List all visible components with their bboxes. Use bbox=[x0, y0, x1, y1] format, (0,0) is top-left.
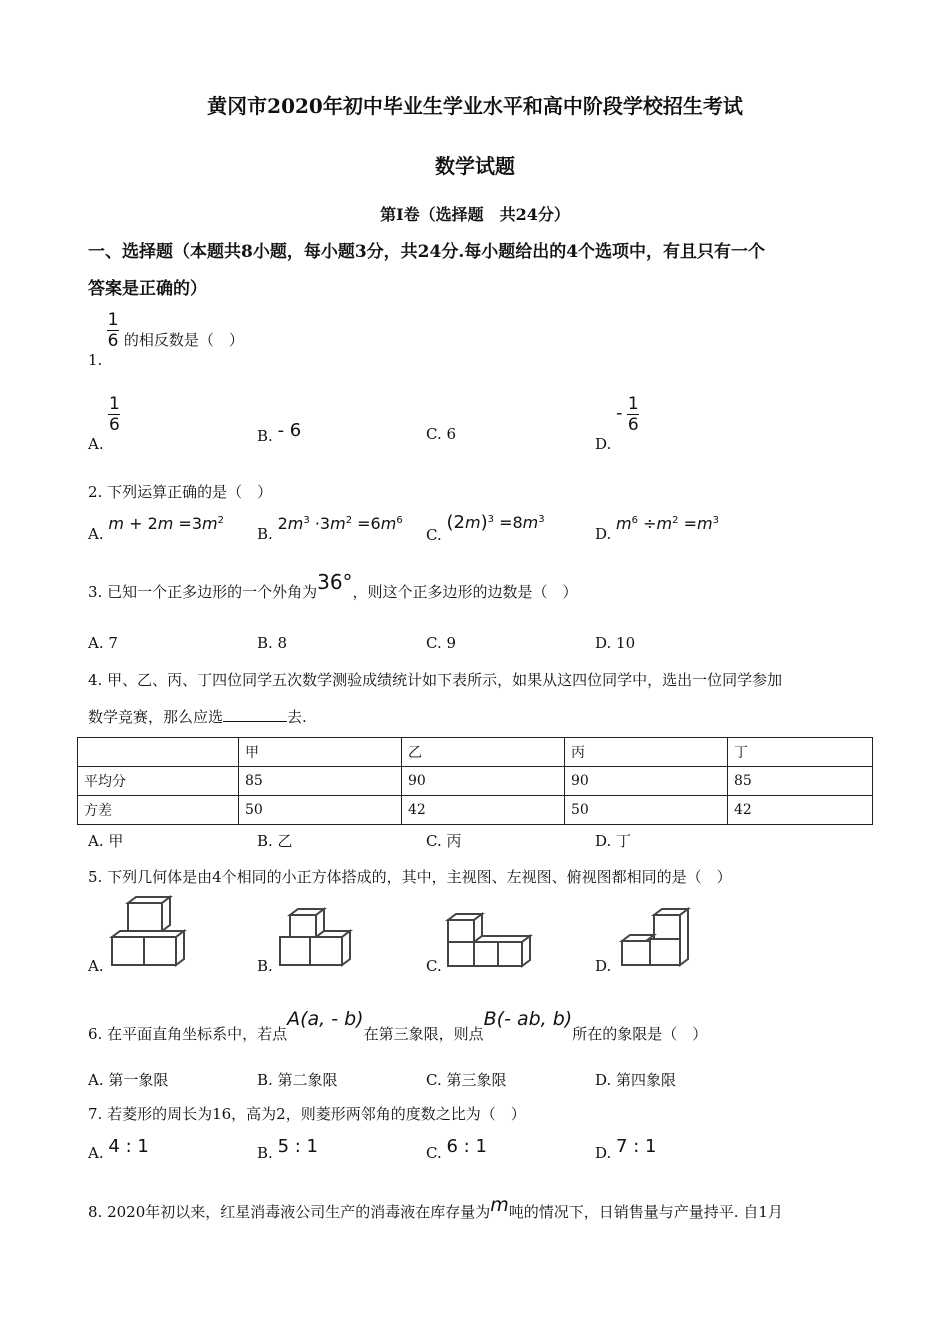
table-cell: 丁 bbox=[728, 738, 873, 767]
q6-option-b[interactable]: B. 第二象限 bbox=[257, 1071, 338, 1089]
table-cell: 85 bbox=[239, 767, 402, 796]
q6-option-a[interactable]: A. 第一象限 bbox=[88, 1071, 169, 1089]
table-header-row bbox=[78, 738, 873, 767]
fraction: $\frac{1}{6}$ bbox=[627, 394, 639, 435]
q6-option-d[interactable]: D. 第四象限 bbox=[595, 1071, 677, 1089]
scores-table bbox=[77, 737, 873, 825]
question-4-line1: 4. 甲、乙、丙、丁四位同学五次数学测验成绩统计如下表所示，如果从这四位同学中，选出一位同学参加 bbox=[88, 671, 783, 689]
question-2: 2. 下列运算正确的是（ ） bbox=[88, 483, 273, 501]
question-7: 7. 若菱形的周长为16，高为2，则菱形两邻角的度数之比为（ ） bbox=[88, 1105, 526, 1123]
table-cell: 50 bbox=[565, 796, 728, 825]
question-6: 6. 在平面直角坐标系中，若点A(a, - b)在第三象限，则点B(- ab, b)所在的象限是（ ） bbox=[88, 1008, 708, 1043]
q1-option-b[interactable]: B. - 6 bbox=[257, 420, 302, 445]
table-row bbox=[78, 796, 873, 825]
fraction: $\frac{1}{6}$ bbox=[108, 394, 120, 435]
q2-option-a[interactable]: A. $m + 2m =3m^2$ bbox=[88, 514, 224, 543]
q5-figure-b bbox=[276, 905, 360, 971]
q7-option-c[interactable]: C. 6 : 1 bbox=[426, 1136, 487, 1162]
q3-option-c[interactable]: C. 9 bbox=[426, 634, 457, 652]
q4-option-d[interactable]: D. 丁 bbox=[595, 832, 632, 850]
q1-option-d[interactable]: D. - $\frac{1}{6}$ bbox=[595, 394, 639, 453]
question-1: 1. $\frac{1}{6}$ 的相反数是（ ） bbox=[88, 310, 244, 369]
q3-option-b[interactable]: B. 8 bbox=[257, 634, 288, 652]
q2-option-c[interactable]: C. $(2m)^3 =8m^3$ bbox=[426, 512, 545, 544]
q7-option-d[interactable]: D. 7 : 1 bbox=[595, 1136, 657, 1162]
q7-option-a[interactable]: A. 4 : 1 bbox=[88, 1136, 149, 1162]
q5-option-c-label[interactable]: C. bbox=[426, 957, 442, 975]
q3-option-a[interactable]: A. 7 bbox=[88, 634, 118, 652]
q4-option-c[interactable]: C. 丙 bbox=[426, 832, 462, 850]
section-heading-line2: 答案是正确的） bbox=[88, 279, 207, 299]
q4-option-b[interactable]: B. 乙 bbox=[257, 832, 293, 850]
question-3: 3. 已知一个正多边形的一个外角为36°，则这个正多边形的边数是（ ） bbox=[88, 570, 578, 601]
point-b: B(- ab, b) bbox=[483, 1008, 573, 1030]
table-cell: 50 bbox=[239, 796, 402, 825]
table-cell: 乙 bbox=[402, 738, 565, 767]
question-8: 8. 2020年初以来，红星消毒液公司生产的消毒液在库存量为m吨的情况下，日销售量与产量持平. 自1月 bbox=[88, 1194, 783, 1221]
table-cell: 90 bbox=[402, 767, 565, 796]
table-cell bbox=[78, 738, 239, 767]
q5-option-d-label[interactable]: D. bbox=[595, 957, 612, 975]
answer-blank bbox=[223, 709, 287, 722]
point-a: A(a, - b) bbox=[287, 1008, 364, 1030]
part-heading: 第Ⅰ卷（选择题 共24分） bbox=[380, 205, 570, 224]
table-cell: 42 bbox=[728, 796, 873, 825]
q5-option-a-label[interactable]: A. bbox=[88, 957, 104, 975]
table-cell: 丙 bbox=[565, 738, 728, 767]
q5-figure-d bbox=[618, 905, 694, 971]
q2-option-d[interactable]: D. $m^6 \div m^2 =m^3$ bbox=[595, 514, 719, 543]
table-cell: 90 bbox=[565, 767, 728, 796]
fraction: $\frac{1}{6}$ bbox=[107, 310, 119, 351]
exam-title: 黄冈市2020年初中毕业生学业水平和高中阶段学校招生考试 bbox=[207, 94, 743, 118]
q6-option-c[interactable]: C. 第三象限 bbox=[426, 1071, 507, 1089]
q3-option-d[interactable]: D. 10 bbox=[595, 634, 636, 652]
question-5: 5. 下列几何体是由4个相同的小正方体搭成的，其中，主视图、左视图、俯视图都相同的是（ ） bbox=[88, 868, 732, 886]
section-heading-line1: 一、选择题（本题共8小题，每小题3分，共24分.每小题给出的4个选项中，有且只有一个 bbox=[88, 242, 766, 262]
table-cell: 平均分 bbox=[78, 767, 239, 796]
q4-option-a[interactable]: A. 甲 bbox=[88, 832, 124, 850]
q5-figure-a bbox=[108, 895, 188, 971]
q5-figure-c bbox=[444, 910, 534, 970]
q7-option-b[interactable]: B. 5 : 1 bbox=[257, 1136, 318, 1162]
exam-subtitle: 数学试题 bbox=[435, 154, 515, 178]
table-row bbox=[78, 767, 873, 796]
q2-option-b[interactable]: B. $2m^3 \cdot 3m^2 =6m^6$ bbox=[257, 514, 403, 543]
q1-option-c[interactable]: C. 6 bbox=[426, 425, 457, 443]
question-4-line2: 数学竞赛，那么应选 去. bbox=[88, 708, 307, 726]
q1-option-a[interactable]: A. $\frac{1}{6}$ bbox=[88, 394, 120, 453]
table-cell: 42 bbox=[402, 796, 565, 825]
table-cell: 方差 bbox=[78, 796, 239, 825]
table-cell: 甲 bbox=[239, 738, 402, 767]
q5-option-b-label[interactable]: B. bbox=[257, 957, 273, 975]
table-cell: 85 bbox=[728, 767, 873, 796]
